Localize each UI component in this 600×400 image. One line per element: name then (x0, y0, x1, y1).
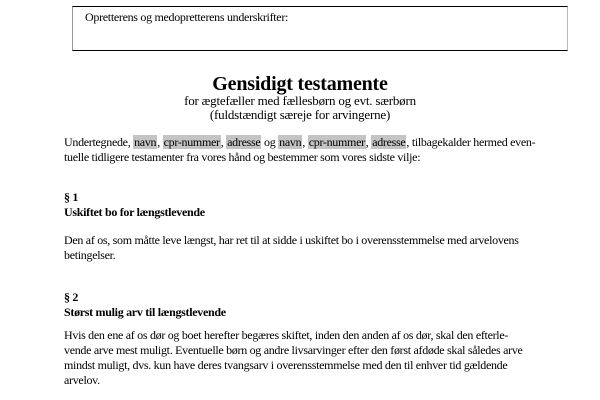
section-1-heading (64, 190, 205, 220)
intro-paragraph (64, 135, 535, 165)
text-run: , (220, 135, 227, 149)
section-number: § 1 (64, 190, 79, 204)
section-2-heading (64, 290, 226, 320)
section-number: § 2 (64, 290, 79, 304)
placeholder-highlight: adresse (372, 135, 406, 149)
signature-box-label: Opretterens og medopretterens underskrifter: (85, 10, 289, 24)
section-2-paragraph (64, 328, 523, 388)
text-line: Den af os, som måtte leve længst, har ret til at sidde i uskiftet bo i overensstemmelse med arvelovens (64, 233, 519, 247)
section-title: Uskiftet bo for længstlevende (64, 205, 205, 219)
text-line (64, 150, 535, 165)
placeholder-highlight: cpr-nummer (308, 135, 365, 149)
text-run: tuelle tidligere testamenter fra vores hånd og bestemmer som vores sidste vilje: (64, 150, 421, 164)
text-line (64, 135, 535, 150)
text-line: mindst muligt, dvs. kun have deres tvangsarv i overensstemmelse med den til enhver tid gældende (64, 358, 508, 372)
placeholder-highlight: navn (134, 135, 157, 149)
document-title: Gensidigt testamente (212, 73, 388, 95)
section-title: Størst mulig arv til længstlevende (64, 305, 226, 319)
text-line: arvelov. (64, 373, 100, 387)
document-subtitle-1: for ægtefæller med fællesbørn og evt. særbørn (184, 93, 416, 108)
text-line: betingelser. (64, 248, 116, 262)
placeholder-highlight: navn (279, 135, 302, 149)
text-line: vende arve mest muligt. Eventuelle børn og andre livsarvinger efter den først afdøde skal således arve (64, 343, 523, 357)
text-line: Hvis den ene af os dør og boet herefter begæres skiftet, inden den anden af os dør, skal den efterle- (64, 328, 509, 342)
text-run: og (261, 135, 279, 149)
text-run: , (365, 135, 372, 149)
text-run: , (157, 135, 163, 149)
signature-box (72, 6, 568, 51)
section-1-paragraph (64, 233, 519, 263)
text-run: , (302, 135, 308, 149)
placeholder-highlight: cpr-nummer (163, 135, 220, 149)
text-run: Undertegnede, (64, 135, 134, 149)
text-run: , tilbagekalder hermed even- (406, 135, 536, 149)
placeholder-highlight: adresse (227, 135, 261, 149)
document-subtitle-2: (fuldstændigt særeje for arvingerne) (209, 107, 391, 122)
